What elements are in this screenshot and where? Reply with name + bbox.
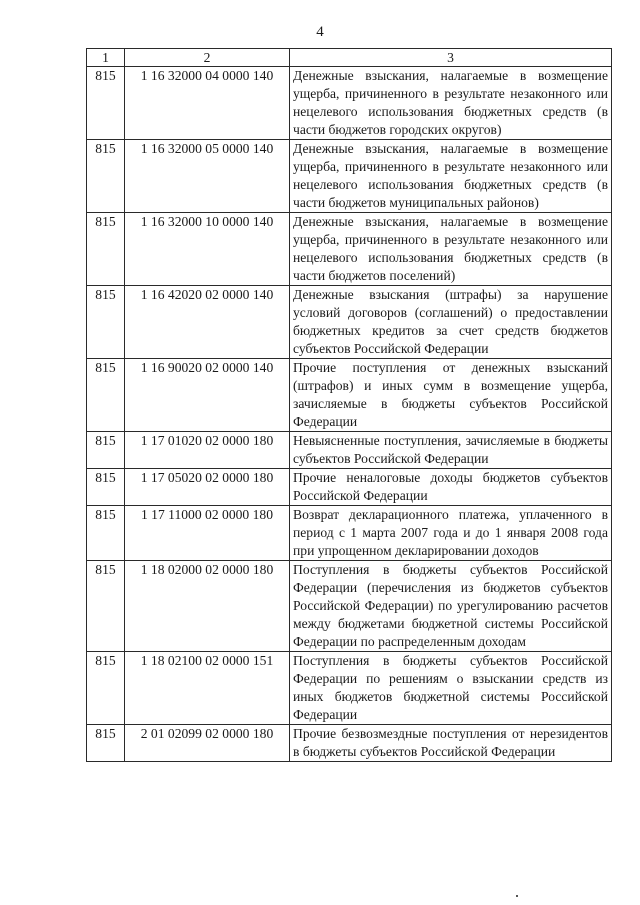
budget-classification-code-cell: 1 16 42020 02 0000 140 [125, 286, 290, 359]
table-row [87, 725, 612, 762]
table-row [87, 561, 612, 652]
revenue-name-cell: Денежные взыскания (штрафы) за нарушение условий договоров (соглашений) о предоставлении бюджетных кредитов за счет средств бюджетов субъектов Российской Федерации [290, 286, 612, 359]
admin-code-cell: 815 [87, 561, 125, 652]
admin-code-cell: 815 [87, 469, 125, 506]
column-header-2: 2 [125, 49, 290, 67]
revenue-name-cell: Денежные взыскания, налагаемые в возмещение ущерба, причиненного в результате незаконного или нецелевого использования бюджетных средств (в части бюджетов городских округов) [290, 67, 612, 140]
revenue-name-cell: Возврат декларационного платежа, уплаченного в период с 1 марта 2007 года и до 1 января 2008 года при упрощенном декларировании доходов [290, 506, 612, 561]
table-row [87, 213, 612, 286]
budget-classification-code-cell: 1 17 11000 02 0000 180 [125, 506, 290, 561]
table-row [87, 140, 612, 213]
scan-speck [516, 895, 518, 897]
budget-classification-code-cell: 1 16 32000 04 0000 140 [125, 67, 290, 140]
table-row [87, 286, 612, 359]
revenue-name-cell: Поступления в бюджеты субъектов Российской Федерации по решениям о взыскании средств из иных бюджетов бюджетной системы Российской Федерации [290, 652, 612, 725]
budget-classification-code-cell: 2 01 02099 02 0000 180 [125, 725, 290, 762]
revenue-codes-table [86, 48, 612, 762]
revenue-name-cell: Невыясненные поступления, зачисляемые в бюджеты субъектов Российской Федерации [290, 432, 612, 469]
table-row [87, 652, 612, 725]
column-header-1: 1 [87, 49, 125, 67]
admin-code-cell: 815 [87, 213, 125, 286]
revenue-name-cell: Прочие неналоговые доходы бюджетов субъектов Российской Федерации [290, 469, 612, 506]
budget-classification-code-cell: 1 17 05020 02 0000 180 [125, 469, 290, 506]
budget-classification-code-cell: 1 17 01020 02 0000 180 [125, 432, 290, 469]
budget-classification-code-cell: 1 18 02100 02 0000 151 [125, 652, 290, 725]
admin-code-cell: 815 [87, 286, 125, 359]
admin-code-cell: 815 [87, 652, 125, 725]
admin-code-cell: 815 [87, 140, 125, 213]
page-number: 4 [316, 24, 324, 40]
table-header-row [87, 49, 612, 67]
admin-code-cell: 815 [87, 359, 125, 432]
table-row [87, 67, 612, 140]
column-header-3: 3 [290, 49, 612, 67]
budget-classification-code-cell: 1 16 32000 10 0000 140 [125, 213, 290, 286]
budget-classification-code-cell: 1 18 02000 02 0000 180 [125, 561, 290, 652]
admin-code-cell: 815 [87, 506, 125, 561]
revenue-name-cell: Денежные взыскания, налагаемые в возмещение ущерба, причиненного в результате незаконного или нецелевого использования бюджетных средств (в части бюджетов поселений) [290, 213, 612, 286]
admin-code-cell: 815 [87, 67, 125, 140]
revenue-name-cell: Поступления в бюджеты субъектов Российской Федерации (перечисления из бюджетов субъектов Российской Федерации) по урегулированию расчетов между бюджетами бюджетной системы Российской Федерации по распределенным доходам [290, 561, 612, 652]
revenue-name-cell: Прочие безвозмездные поступления от нерезидентов в бюджеты субъектов Российской Федерации [290, 725, 612, 762]
revenue-name-cell: Прочие поступления от денежных взысканий (штрафов) и иных сумм в возмещение ущерба, зачисляемые в бюджеты субъектов Российской Федерации [290, 359, 612, 432]
admin-code-cell: 815 [87, 432, 125, 469]
budget-classification-code-cell: 1 16 32000 05 0000 140 [125, 140, 290, 213]
revenue-name-cell: Денежные взыскания, налагаемые в возмещение ущерба, причиненного в результате незаконного или нецелевого использования бюджетных средств (в части бюджетов муниципальных районов) [290, 140, 612, 213]
table-row [87, 432, 612, 469]
table-row [87, 359, 612, 432]
table-row [87, 506, 612, 561]
admin-code-cell: 815 [87, 725, 125, 762]
table-row [87, 469, 612, 506]
budget-classification-code-cell: 1 16 90020 02 0000 140 [125, 359, 290, 432]
